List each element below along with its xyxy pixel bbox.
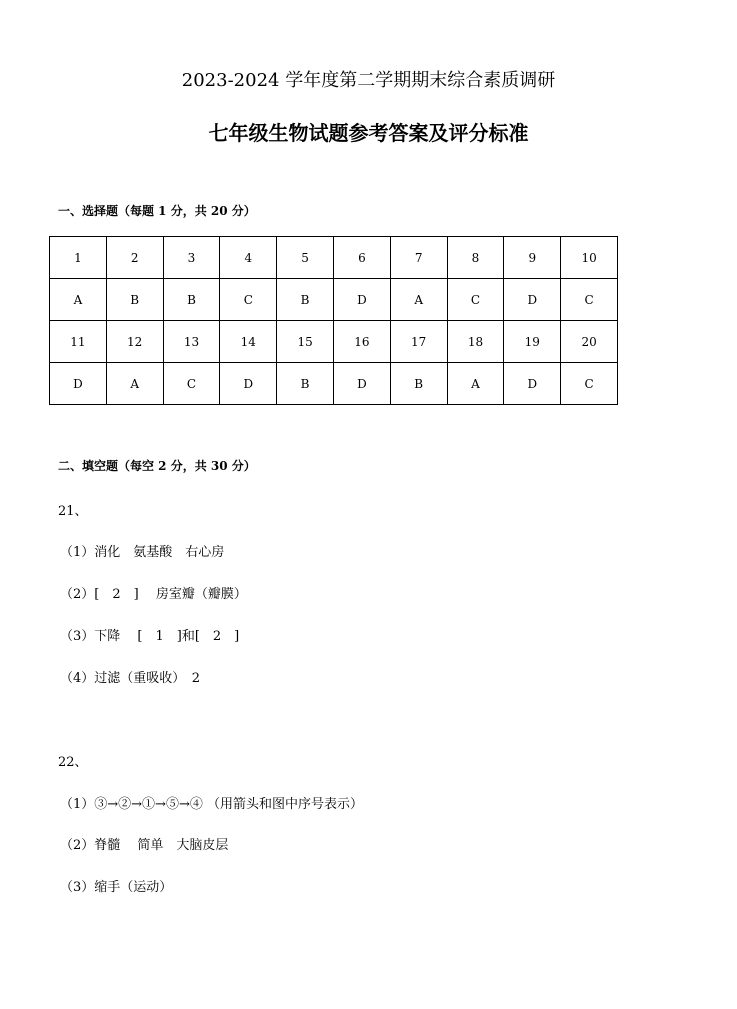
table-cell: 18 [447,321,504,363]
table-cell: 1 [50,237,107,279]
table-cell: D [50,363,107,405]
table-cell: B [277,279,334,321]
answer-line: （1）③→②→①→⑤→④ （用箭头和图中序号表示） [60,797,363,812]
table-cell: 19 [504,321,561,363]
question-label: 21、 [58,504,88,519]
table-cell: 10 [561,237,618,279]
table-row [50,363,618,405]
table-cell: 7 [390,237,447,279]
table-row [50,237,618,279]
page-subtitle: 七年级生物试题参考答案及评分标准 [208,121,529,145]
answer-line: （4）过滤（重吸收） 2 [60,671,201,686]
table-cell: C [220,279,277,321]
table-cell: 11 [50,321,107,363]
answer-line: （3）下降 [ 1 ]和[ 2 ] [60,629,240,644]
table-cell: 9 [504,237,561,279]
table-cell: D [333,363,390,405]
answer-line: （2）脊髓 简单 大脑皮层 [60,838,229,853]
table-cell: 5 [277,237,334,279]
table-cell: D [333,279,390,321]
table-cell: 6 [333,237,390,279]
table-cell: D [504,279,561,321]
table-row [50,321,618,363]
section-heading-fill: 二、填空题（每空 2 分，共 30 分） [58,459,256,473]
table-cell: 17 [390,321,447,363]
table-row [50,279,618,321]
page-title: 2023-2024 学年度第二学期期末综合素质调研 [181,70,556,91]
answer-line: （3）缩手（运动） [60,880,173,895]
table-cell: A [447,363,504,405]
table-cell: 2 [106,237,163,279]
table-cell: 13 [163,321,220,363]
question-label: 22、 [58,755,88,770]
answer-table [49,236,618,405]
table-cell: C [561,363,618,405]
table-cell: A [106,363,163,405]
table-cell: A [50,279,107,321]
table-cell: B [277,363,334,405]
table-cell: C [447,279,504,321]
table-cell: C [163,363,220,405]
table-cell: 3 [163,237,220,279]
table-cell: D [220,363,277,405]
table-cell: B [106,279,163,321]
table-cell: B [390,363,447,405]
answer-line: （1）消化 氨基酸 右心房 [60,545,225,560]
section-heading-choice: 一、选择题（每题 1 分，共 20 分） [58,204,256,218]
table-cell: D [504,363,561,405]
table-cell: 12 [106,321,163,363]
table-cell: 16 [333,321,390,363]
table-cell: 15 [277,321,334,363]
table-cell: C [561,279,618,321]
table-cell: 20 [561,321,618,363]
answer-line: （2）[ 2 ] 房室瓣（瓣膜） [60,587,247,602]
table-cell: 4 [220,237,277,279]
table-cell: A [390,279,447,321]
table-cell: B [163,279,220,321]
table-cell: 8 [447,237,504,279]
table-cell: 14 [220,321,277,363]
